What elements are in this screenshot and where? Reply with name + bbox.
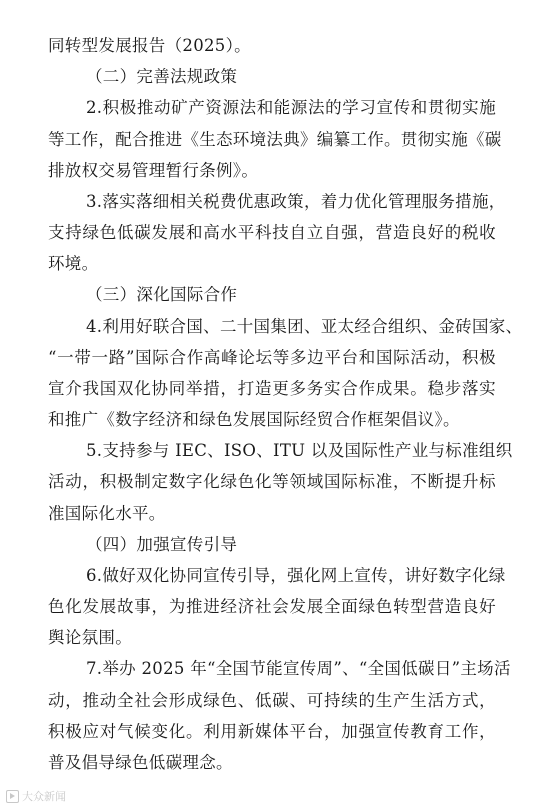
paragraph-line: 积极应对气候变化。利用新媒体平台，加强宣传教育工作， — [48, 722, 496, 741]
paragraph-line: 等工作，配合推进《生态环境法典》编纂工作。贯彻实施《碳 — [48, 130, 502, 149]
paragraph-line: 宣介我国双化协同举措，打造更多务实合作成果。稳步落实 — [48, 379, 496, 398]
paragraph-line: 支持绿色低碳发展和高水平科技自立自强，营造良好的税收 — [48, 223, 496, 242]
paragraph-line: 和推广《数字经济和绿色发展国际经贸合作框架倡议》。 — [48, 410, 460, 429]
watermark-text: 大众新闻 — [22, 790, 66, 803]
paragraph-line: 6.做好双化协同宣传引导，强化网上宣传，讲好数字化绿 — [86, 566, 506, 585]
paragraph-line: 7.举办 2025 年“全国节能宣传周”、“全国低碳日”主场活 — [86, 659, 511, 678]
paragraph-line: 4.利用好联合国、二十国集团、亚太经合组织、金砖国家、 — [86, 317, 523, 336]
watermark — [6, 788, 66, 804]
paragraph-line: 5.支持参与 IEC、ISO、ITU 以及国际性产业与标准组织 — [86, 441, 513, 460]
paragraph-line: 2.积极推动矿产资源法和能源法的学习宣传和贯彻实施 — [86, 98, 496, 117]
paragraph-line: 排放权交易管理暂行条例》。 — [48, 161, 259, 180]
paragraph-line: 环境。 — [48, 254, 99, 273]
paragraph-line: 舆论氛围。 — [48, 628, 132, 647]
paragraph-line: 色化发展故事，为推进经济社会发展全面绿色转型营造良好 — [48, 597, 496, 616]
section-heading: （三）深化国际合作 — [86, 285, 238, 304]
paragraph-continuation: 同转型发展报告（2025）。 — [48, 36, 251, 55]
paragraph-line: 准国际化水平。 — [48, 504, 166, 523]
section-heading: （二）完善法规政策 — [86, 67, 238, 86]
paragraph-line: 活动，积极制定数字化绿色化等领域国际标准，不断提升标 — [48, 472, 496, 491]
paragraph-line: 动，推动全社会形成绿色、低碳、可持续的生产生活方式， — [48, 691, 496, 710]
play-logo-icon — [6, 790, 19, 803]
section-heading: （四）加强宣传引导 — [86, 535, 238, 554]
paragraph-line: “一带一路”国际合作高峰论坛等多边平台和国际活动，积极 — [48, 348, 496, 367]
paragraph-line: 普及倡导绿色低碳理念。 — [48, 753, 233, 772]
paragraph-line: 3.落实落细相关税费优惠政策，着力优化管理服务措施， — [86, 192, 506, 211]
